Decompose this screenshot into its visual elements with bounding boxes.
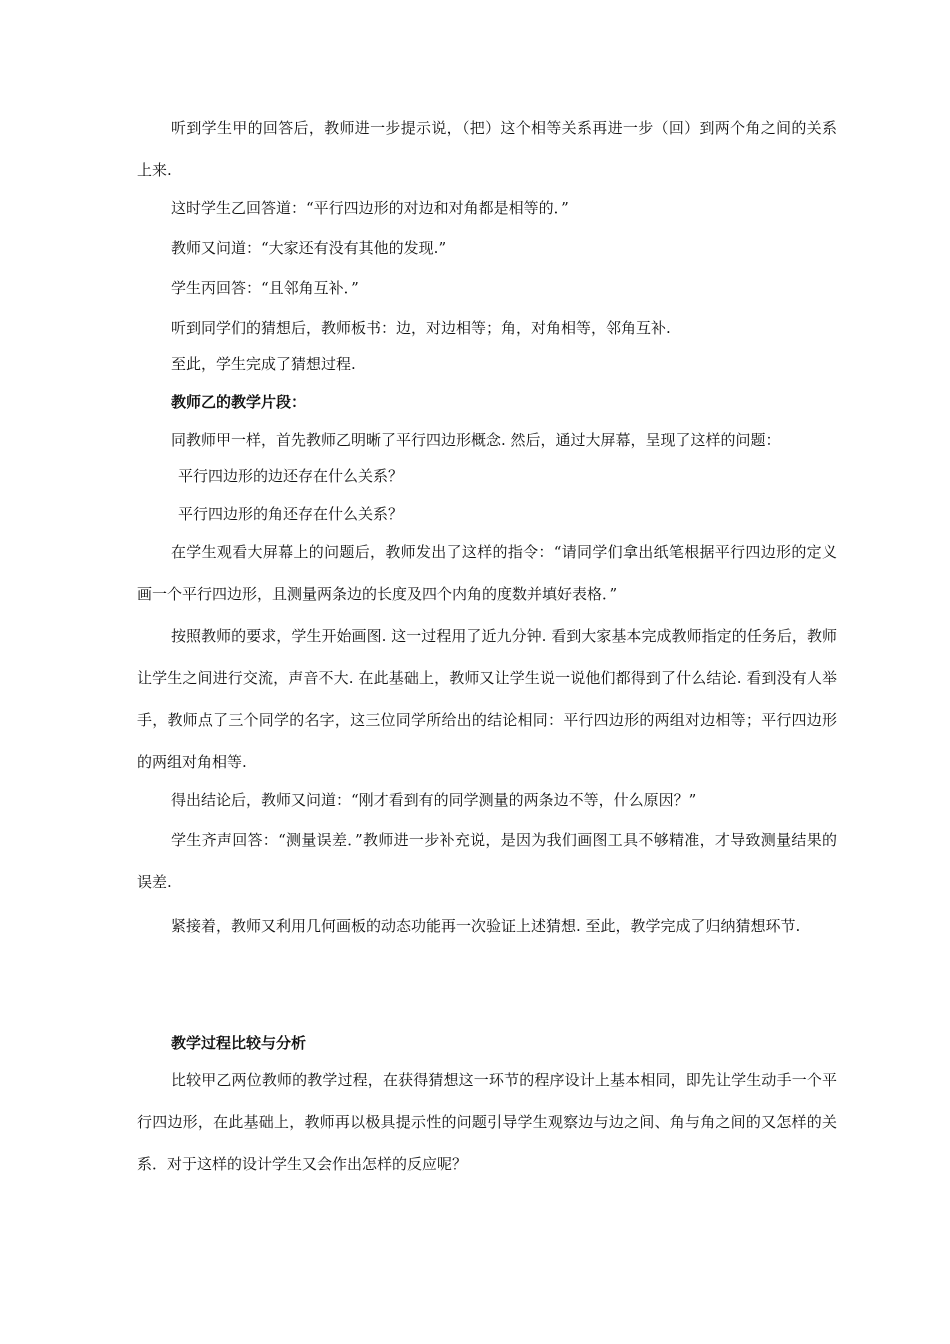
paragraph-teacher-question: 教师又问道：“大家还有没有其他的发现.”: [171, 239, 447, 257]
paragraph-guess-complete: 至此，学生完成了猜想过程.: [171, 355, 356, 373]
question-angles: 平行四边形的角还存在什么关系？: [178, 505, 404, 523]
paragraph-comparison: 比较甲乙两位教师的教学过程，在获得猜想这一环节的程序设计上基本相同，即先让学生动手一个平行四边形，在此基础上，教师再以极具提示性的问题引导学生观察边与边之间、角与角之间的又怎样的关系．对于这样的设计学生又会作出怎样的反应呢？: [137, 1071, 837, 1173]
paragraph-teacher-board: 听到同学们的猜想后，教师板书：边，对边相等；角，对角相等，邻角互补.: [171, 319, 671, 337]
paragraph-drawing-process: 按照教师的要求，学生开始画图. 这一过程用了近九分钟. 看到大家基本完成教师指定的任务后，教师让学生之间进行交流，声音不大. 在此基础上，教师又让学生说一说他们都得到了什么结论. 看到没有人举手，教师点了三个同学的名字，这三位同学所给出的结论相同：平行四边形的两组对边相等；平行四边形的两组对角相等.: [137, 627, 837, 771]
paragraph-instruction: 在学生观看大屏幕上的问题后，教师发出了这样的指令：“请同学们拿出纸笔根据平行四边形的定义画一个平行四边形，且测量两条边的长度及四个内角的度数并填好表格．”: [137, 543, 837, 603]
paragraph-student-c-answer: 学生丙回答：“且邻角互补．”: [171, 279, 359, 297]
heading-comparison-analysis: 教学过程比较与分析: [171, 1034, 307, 1052]
paragraph-measurement-error: 学生齐声回答：“测量误差．”教师进一步补充说，是因为我们画图工具不够精准，才导致测量结果的误差.: [137, 831, 837, 891]
question-sides: 平行四边形的边还存在什么关系？: [178, 467, 404, 485]
paragraph-student-b-answer: 这时学生乙回答道：“平行四边形的对边和对角都是相等的．”: [171, 199, 569, 217]
paragraph-teacher-followup: 得出结论后，教师又问道：“刚才看到有的同学测量的两条边不等，什么原因？”: [171, 791, 697, 809]
heading-teacher-b-segment: 教师乙的教学片段：: [171, 393, 307, 411]
paragraph-teacher-hint: 听到学生甲的回答后，教师进一步提示说，（把）这个相等关系再进一步（回）到两个角之间的关系上来.: [137, 119, 837, 179]
paragraph-geometry-sketchpad: 紧接着，教师又利用几何画板的动态功能再一次验证上述猜想. 至此，教学完成了归纳猜想环节.: [171, 917, 801, 935]
paragraph-teacher-b-intro: 同教师甲一样，首先教师乙明晰了平行四边形概念. 然后，通过大屏幕，呈现了这样的问题：: [171, 431, 781, 449]
